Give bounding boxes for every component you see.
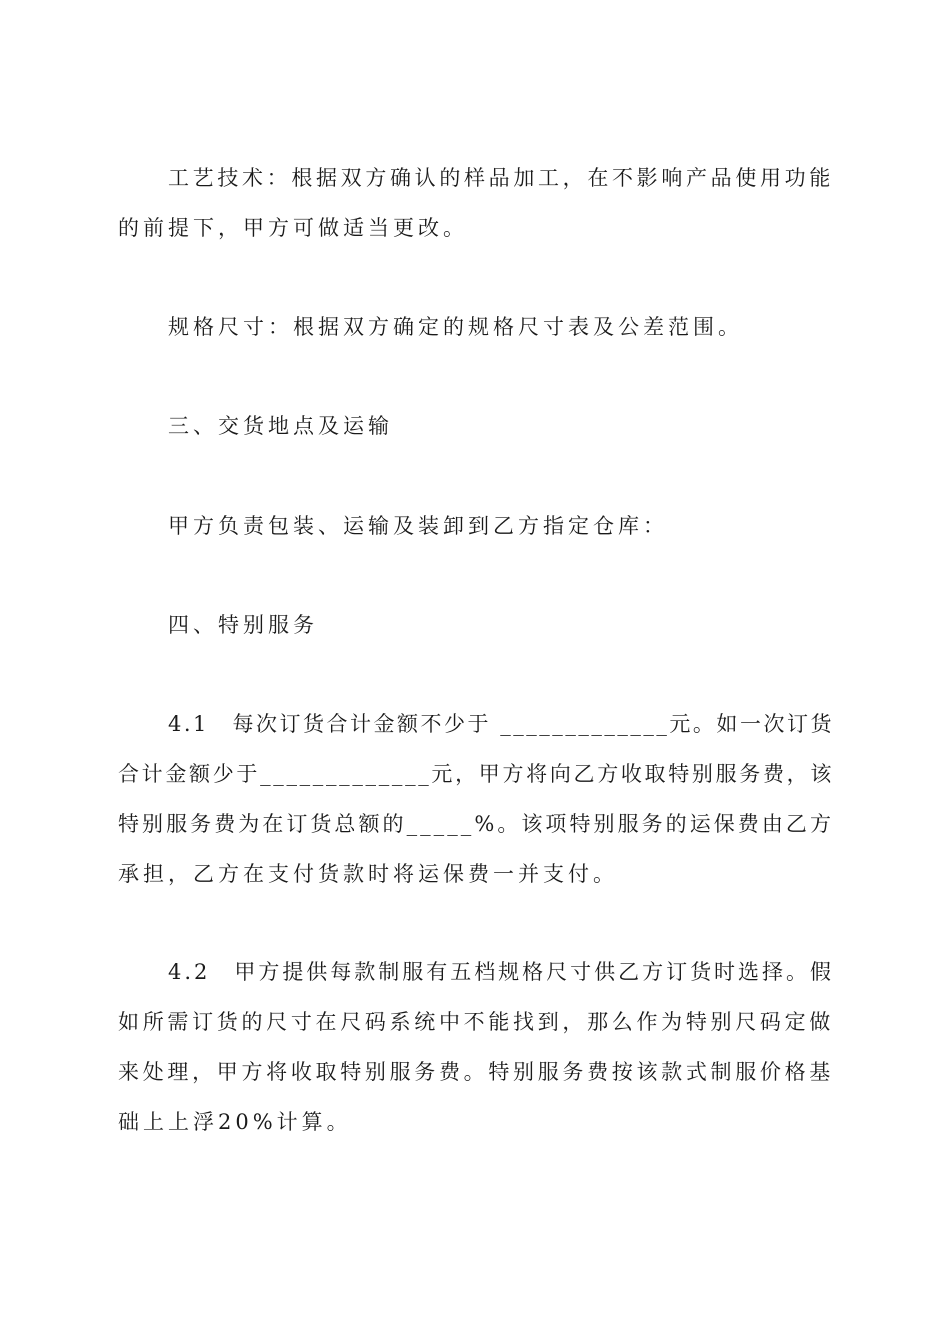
text-line: 甲方负责包装、运输及装卸到乙方指定仓库： [168,514,668,538]
text-line: 4.1 每次订货合计金额不少于 _____________元。如一次订货 [168,712,834,736]
paragraph-process-technology [118,153,834,253]
text-line: 承担，乙方在支付货款时将运保费一并支付。 [118,862,618,886]
text-line: 础上上浮20%计算。 [118,1110,352,1134]
section-heading-delivery [118,401,834,451]
text-line: 规格尺寸：根据双方确定的规格尺寸表及公差范围。 [168,315,743,339]
text-line: 来处理，甲方将收取特别服务费。特别服务费按该款式制服价格基 [118,1060,834,1084]
text-line: 合计金额少于_____________元，甲方将向乙方收取特别服务费，该 [118,762,834,786]
clause-4-1 [118,699,834,899]
text-line: 四、特别服务 [168,613,318,637]
text-line: 的前提下，甲方可做适当更改。 [118,216,468,240]
text-line: 工艺技术：根据双方确认的样品加工，在不影响产品使用功能 [168,166,834,190]
text-line: 三、交货地点及运输 [168,414,393,438]
clause-4-2 [118,947,834,1147]
paragraph-packaging-transport [118,501,834,551]
paragraph-specification-size [118,302,834,352]
text-line: 如所需订货的尺寸在尺码系统中不能找到，那么作为特别尺码定做 [118,1010,834,1034]
section-heading-special-service [118,600,834,650]
text-line: 4.2 甲方提供每款制服有五档规格尺寸供乙方订货时选择。假 [168,960,834,984]
text-line: 特别服务费为在订货总额的_____%。该项特别服务的运保费由乙方 [118,812,834,836]
